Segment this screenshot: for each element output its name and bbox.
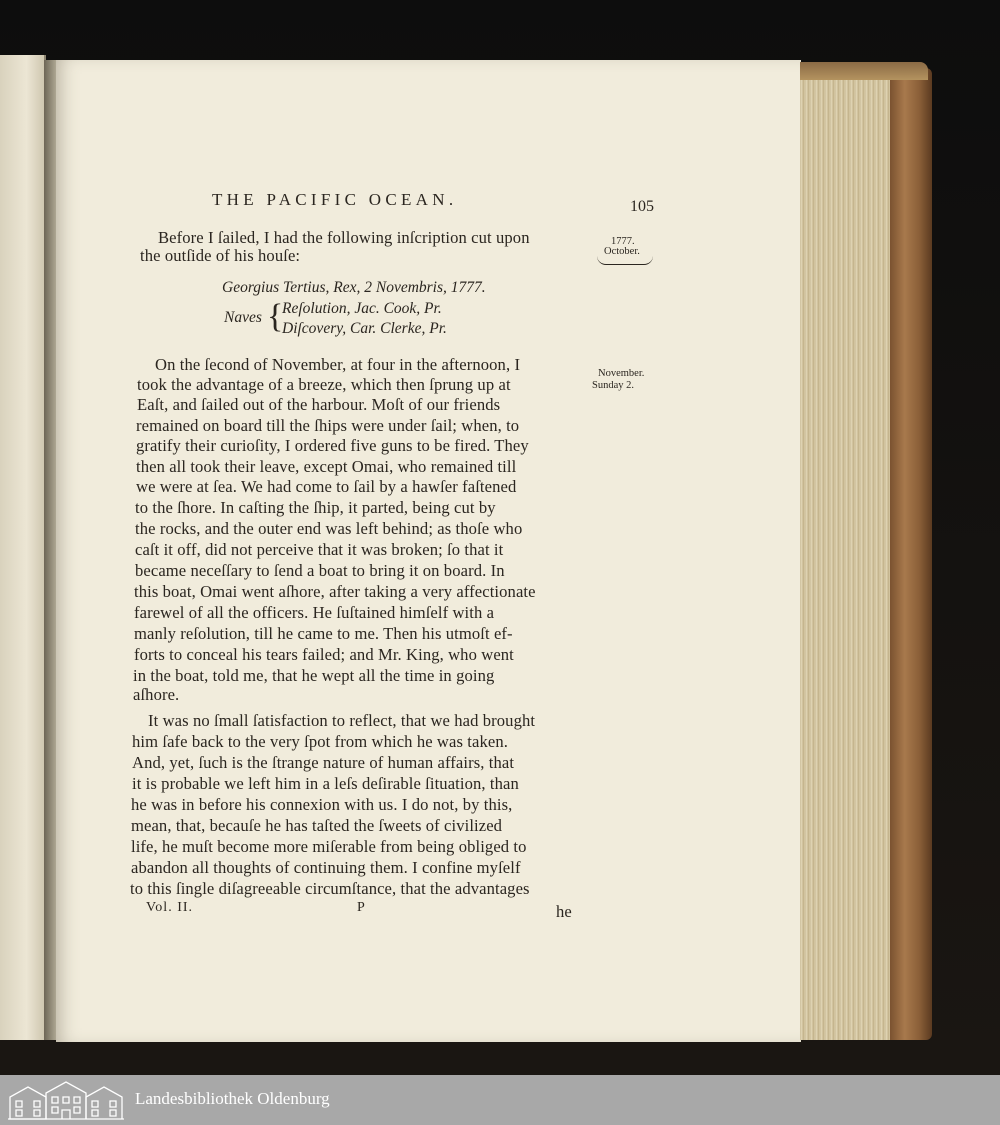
signature-mark: P xyxy=(357,900,366,915)
signature-volume: Vol. II. xyxy=(146,900,194,915)
margin-brace xyxy=(597,256,653,265)
page-number: 105 xyxy=(630,198,654,215)
paragraph-line: took the advantage of a breeze, which then ſprung up at xyxy=(137,375,511,394)
paragraph-line: we were at ſea. We had come to ſail by a hawſer faſtened xyxy=(136,477,517,496)
paragraph-line: abandon all thoughts of continuing them. I confine myſelf xyxy=(131,858,521,877)
margin-month: October. xyxy=(604,246,640,257)
catchword: he xyxy=(556,902,572,921)
paragraph-line: farewel of all the officers. He ſuſtained himſelf with a xyxy=(134,603,495,622)
paragraph-line: caſt it off, did not perceive that it was broken; ſo that it xyxy=(135,540,504,559)
margin-november: November. xyxy=(598,368,645,379)
inscription-ship: Reſolution, Jac. Cook, Pr. xyxy=(282,300,442,317)
library-name: Landesbibliothek Oldenburg xyxy=(135,1089,330,1108)
paragraph-line: life, he muſt become more miſerable from being obliged to xyxy=(131,837,527,856)
library-footer xyxy=(0,1075,1000,1125)
paragraph-line: aſhore. xyxy=(133,685,180,704)
paragraph-line: Eaſt, and ſailed out of the harbour. Moſt of our friends xyxy=(137,395,501,414)
running-head: THE PACIFIC OCEAN. xyxy=(212,190,458,209)
book-cover-top xyxy=(800,62,928,80)
left-page-edge xyxy=(0,55,46,1040)
library-building-icon xyxy=(8,1079,124,1121)
paragraph-line: mean, that, becauſe he has taſted the ſweets of civilized xyxy=(131,816,503,835)
paragraph-line: gratify their curioſity, I ordered five guns to be fired. They xyxy=(136,436,529,455)
paragraph-line: the rocks, and the outer end was left behind; as thoſe who xyxy=(135,519,523,538)
paragraph-line: forts to conceal his tears failed; and Mr. King, who went xyxy=(134,645,514,664)
intro-line: the outſide of his houſe: xyxy=(140,246,301,265)
margin-sunday: Sunday 2. xyxy=(592,380,634,391)
inscription-brace: { xyxy=(267,298,284,335)
paragraph-line: in the boat, told me, that he wept all the time in going xyxy=(133,666,495,685)
page-block-edges xyxy=(800,64,892,1040)
paragraph-line: this boat, Omai went aſhore, after taking a very affectionate xyxy=(134,582,536,601)
paragraph-line: him ſafe back to the very ſpot from which he was taken. xyxy=(132,732,508,751)
paragraph-line: it is probable we left him in a leſs deſirable ſituation, than xyxy=(132,774,519,793)
inscription-line: Georgius Tertius, Rex, 2 Novembris, 1777. xyxy=(222,279,486,296)
margin-year: 1777. xyxy=(611,236,635,247)
paragraph-line: remained on board till the ſhips were under ſail; when, to xyxy=(136,416,520,435)
paragraph-line: became neceſſary to ſend a boat to bring it on board. In xyxy=(135,561,505,580)
paragraph-line: he was in before his connexion with us. I do not, by this, xyxy=(131,795,513,814)
inscription-naves: Naves xyxy=(224,309,262,326)
paragraph-line: then all took their leave, except Omai, who remained till xyxy=(136,457,517,476)
paragraph-line: And, yet, ſuch is the ſtrange nature of human affairs, that xyxy=(132,753,515,772)
paragraph-line: On the ſecond of November, at four in the afternoon, I xyxy=(155,355,521,374)
paragraph-line: to this ſingle diſagreeable circumſtance, that the advantages xyxy=(130,879,530,898)
inscription-ship: Diſcovery, Car. Clerke, Pr. xyxy=(282,320,447,337)
paragraph-line: It was no ſmall ſatisfaction to reflect, that we had brought xyxy=(148,711,536,730)
paragraph-line: manly reſolution, till he came to me. Then his utmoſt ef- xyxy=(134,624,513,643)
book-cover xyxy=(890,68,932,1040)
paragraph-line: to the ſhore. In caſting the ſhip, it parted, being cut by xyxy=(135,498,496,517)
intro-line: Before I ſailed, I had the following inſcription cut upon xyxy=(158,228,530,247)
